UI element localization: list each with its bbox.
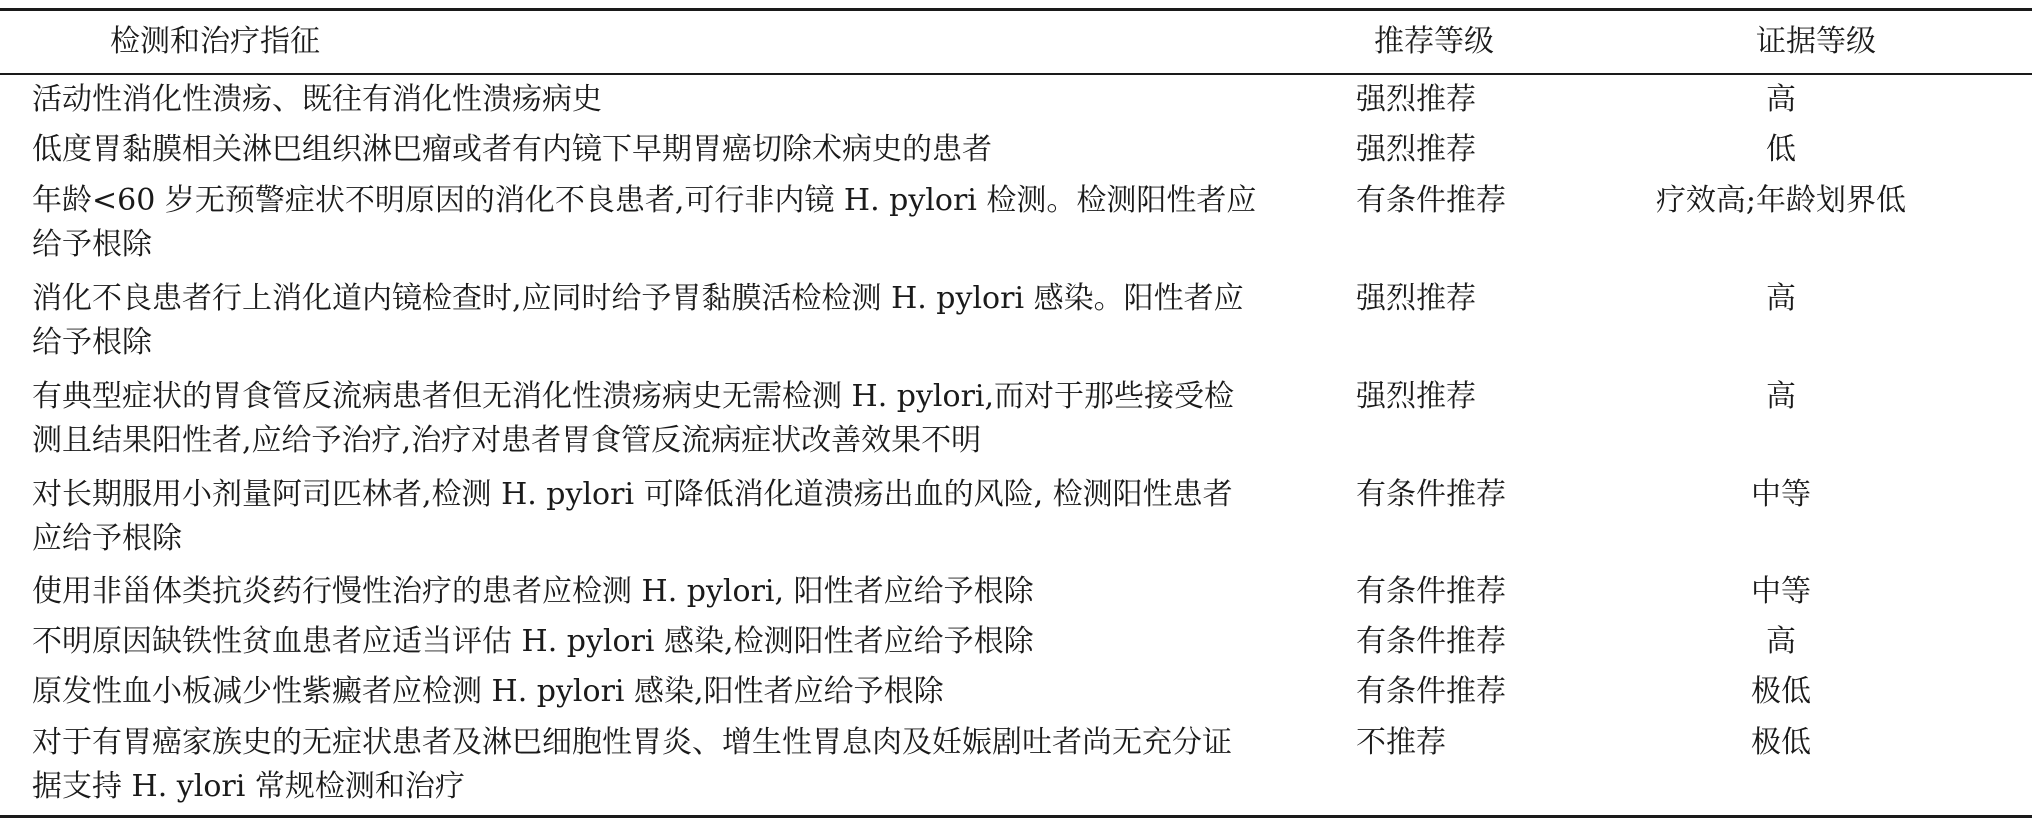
guideline-table	[0, 8, 2032, 818]
cell-indication: 年龄<60 岁无预警症状不明原因的消化不良患者,可行非内镜 H. pylori 检测。检测阳性者应给予根除	[32, 183, 1257, 262]
cell-recommendation: 强烈推荐	[1356, 379, 1476, 414]
cell-indication: 使用非甾体类抗炎药行慢性治疗的患者应检测 H. pylori, 阳性者应给予根除	[32, 574, 1034, 609]
cell-evidence: 高	[1766, 379, 1796, 414]
cell-indication: 对长期服用小剂量阿司匹林者,检测 H. pylori 可降低消化道溃疡出血的风险, 检测阳性患者应给予根除	[32, 477, 1233, 556]
table-row	[0, 567, 2032, 617]
table-row	[0, 74, 2032, 125]
cell-recommendation: 有条件推荐	[1356, 674, 1506, 709]
cell-recommendation: 不推荐	[1356, 725, 1446, 760]
table-body	[0, 74, 2032, 817]
cell-indication: 不明原因缺铁性贫血患者应适当评估 H. pylori 感染,检测阳性者应给予根除	[32, 624, 1034, 659]
table-row	[0, 469, 2032, 567]
cell-indication: 原发性血小板减少性紫癜者应检测 H. pylori 感染,阳性者应给予根除	[32, 674, 944, 709]
cell-evidence: 疗效高;年龄划界低	[1655, 183, 1907, 218]
table-row	[0, 273, 2032, 371]
cell-recommendation: 有条件推荐	[1356, 624, 1506, 659]
table-row	[0, 617, 2032, 667]
table-header	[0, 10, 2032, 75]
cell-recommendation: 有条件推荐	[1356, 183, 1506, 218]
cell-indication: 有典型症状的胃食管反流病患者但无消化性溃疡病史无需检测 H. pylori,而对于那些接受检测且结果阳性者,应给予治疗,治疗对患者胃食管反流病症状改善效果不明	[32, 379, 1235, 458]
cell-indication: 活动性消化性溃疡、既往有消化性溃疡病史	[32, 82, 602, 117]
cell-evidence: 中等	[1751, 477, 1811, 512]
table-row	[0, 371, 2032, 469]
cell-recommendation: 有条件推荐	[1356, 477, 1506, 512]
table-row	[0, 175, 2032, 273]
cell-recommendation: 强烈推荐	[1356, 82, 1476, 117]
cell-recommendation: 强烈推荐	[1356, 132, 1476, 167]
cell-evidence: 低	[1766, 132, 1796, 167]
cell-indication: 消化不良患者行上消化道内镜检查时,应同时给予胃黏膜活检检测 H. pylori 感染。阳性者应给予根除	[32, 281, 1244, 360]
table-row	[0, 667, 2032, 717]
cell-evidence: 极低	[1751, 725, 1811, 760]
cell-evidence: 高	[1766, 281, 1796, 316]
cell-recommendation: 有条件推荐	[1356, 574, 1506, 609]
header-indication: 检测和治疗指征	[110, 24, 320, 59]
header-recommendation: 推荐等级	[1374, 24, 1494, 59]
guideline-table-container	[0, 8, 2032, 818]
table-row	[0, 125, 2032, 175]
cell-evidence: 高	[1766, 82, 1796, 117]
header-row	[0, 10, 2032, 75]
cell-indication: 低度胃黏膜相关淋巴组织淋巴瘤或者有内镜下早期胃癌切除术病史的患者	[32, 132, 992, 167]
cell-evidence: 中等	[1751, 574, 1811, 609]
cell-evidence: 高	[1766, 624, 1796, 659]
cell-evidence: 极低	[1751, 674, 1811, 709]
cell-recommendation: 强烈推荐	[1356, 281, 1476, 316]
header-evidence: 证据等级	[1756, 24, 1876, 59]
cell-indication: 对于有胃癌家族史的无症状患者及淋巴细胞性胃炎、增生性胃息肉及妊娠剧吐者尚无充分证据支持 H. ylori 常规检测和治疗	[32, 725, 1232, 804]
table-row	[0, 717, 2032, 817]
